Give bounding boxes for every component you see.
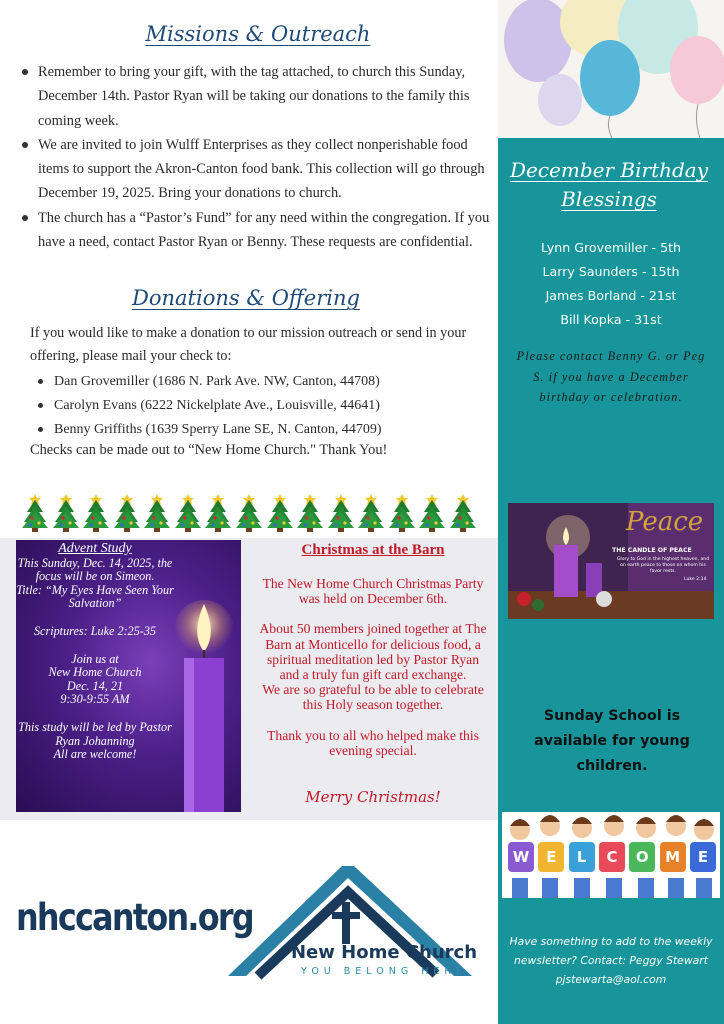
missions-list bbox=[16, 60, 492, 254]
missions-title: Missions & Outreach bbox=[145, 22, 371, 46]
welcome-letter: E bbox=[538, 842, 564, 872]
sunday-school-note: Sunday School is available for young children. bbox=[534, 708, 690, 774]
list-item: We are invited to join Wulff Enterprises as they collect nonperishable food items to support the Akron-Canton food bank. This collection will go through December 19, 2025. Bring your donations to church. bbox=[16, 133, 492, 206]
christmas-tree-icon bbox=[142, 490, 172, 532]
list-item: Benny Griffiths (1639 Sperry Lane SE, N. Canton, 44709) bbox=[34, 418, 474, 442]
christmas-tree-icon bbox=[265, 490, 295, 532]
christmas-tree-icon bbox=[417, 490, 447, 532]
welcome-letter: E bbox=[690, 842, 716, 872]
newsletter-contact: Have something to add to the weekly newsletter? Contact: Peggy Stewart pjstewarta@aol.com bbox=[509, 935, 713, 986]
christmas-tree-icon bbox=[448, 490, 478, 532]
christmas-tree-icon bbox=[295, 490, 325, 532]
barn-paragraph: The New Home Church Christmas Party was held on December 6th. bbox=[262, 576, 484, 607]
christmas-tree-icon bbox=[20, 490, 50, 532]
donations-intro: If you would like to make a donation to our mission outreach or send in your offering, please mail your check to: bbox=[30, 325, 467, 364]
list-item: James Borland - 21st bbox=[545, 288, 677, 303]
merry-christmas-signoff: Merry Christmas! bbox=[305, 788, 441, 806]
barn-title: Christmas at the Barn bbox=[301, 542, 445, 558]
advent-scriptures: Scriptures: Luke 2:25-35 bbox=[33, 623, 157, 638]
welcome-letter: O bbox=[629, 842, 655, 872]
logo-church-name: New Home Church bbox=[290, 942, 478, 963]
barn-paragraph: Thank you to all who helped make this evening special. bbox=[267, 727, 479, 758]
christmas-tree-icon bbox=[234, 490, 264, 532]
advent-leader: This study will be led by Pastor Ryan Johanning bbox=[18, 719, 172, 748]
christmas-tree-icon bbox=[387, 490, 417, 532]
birthday-list bbox=[500, 236, 722, 332]
welcome-letter: M bbox=[660, 842, 686, 872]
birthday-note: Please contact Benny G. or Peg S. if you have a December birthday or celebration. bbox=[516, 349, 706, 404]
list-item: Bill Kopka - 31st bbox=[560, 312, 662, 327]
barn-article bbox=[256, 576, 490, 773]
christmas-tree-icon bbox=[326, 490, 356, 532]
advent-join: Join us at bbox=[71, 651, 119, 666]
advent-time: 9:30-9:55 AM bbox=[60, 692, 130, 707]
christmas-tree-row bbox=[20, 490, 478, 532]
barn-paragraph: About 50 members joined together at The Barn at Monticello for delicious food, a spiritual meditation led by Pastor Ryan and a truly fun gift card exchange. bbox=[259, 621, 487, 683]
welcome-letter: W bbox=[508, 842, 534, 872]
list-item: Larry Saunders - 15th bbox=[542, 264, 680, 279]
donations-address-list bbox=[34, 370, 474, 442]
list-item: Carolyn Evans (6222 Nickelplate Ave., Louisville, 44641) bbox=[34, 394, 474, 418]
peace-candle-image bbox=[508, 503, 714, 619]
candle-icon bbox=[170, 590, 234, 812]
list-item: Lynn Grovemiller - 5th bbox=[540, 240, 682, 255]
barn-paragraph: We are so grateful to be able to celebrate this Holy season together. bbox=[262, 682, 484, 713]
website-url[interactable]: nhccanton.org bbox=[16, 896, 253, 939]
advent-study-title: Title: “My Eyes Have Seen Your Salvation” bbox=[16, 582, 174, 611]
advent-dates: Dec. 14, 21 bbox=[66, 678, 124, 693]
peace-card-title: Peace bbox=[626, 507, 704, 537]
donations-title: Donations & Offering bbox=[132, 286, 360, 310]
list-item: Dan Grovemiller (1686 N. Park Ave. NW, Canton, 44708) bbox=[34, 370, 474, 394]
advent-title: Advent Study bbox=[58, 541, 132, 556]
christmas-tree-icon bbox=[81, 490, 111, 532]
logo-tagline: YOU BELONG HERE bbox=[301, 966, 467, 977]
christmas-tree-icon bbox=[203, 490, 233, 532]
welcome-kids-image bbox=[502, 812, 720, 898]
welcome-sign bbox=[508, 842, 716, 876]
welcome-letter: C bbox=[599, 842, 625, 872]
balloons-image bbox=[498, 0, 724, 138]
birthday-title: December Birthday Blessings bbox=[509, 158, 709, 211]
peace-card-subtitle: THE CANDLE OF PEACE bbox=[612, 547, 692, 554]
advent-welcome: All are welcome! bbox=[53, 747, 137, 762]
advent-focus: This Sunday, Dec. 14, 2025, the focus will be on Simeon. bbox=[17, 555, 173, 584]
welcome-letter: L bbox=[569, 842, 595, 872]
christmas-tree-icon bbox=[112, 490, 142, 532]
church-house-logo bbox=[222, 858, 490, 982]
christmas-tree-icon bbox=[51, 490, 81, 532]
list-item: Remember to bring your gift, with the tag attached, to church this Sunday, December 14th. Pastor Ryan will be taking our donations to the family this coming week. bbox=[16, 60, 492, 133]
peace-card-ref: Luke 2:14 bbox=[684, 577, 707, 582]
list-item: The church has a “Pastor’s Fund” for any need within the congregation. If you have a need, contact Pastor Ryan or Benny. These requests are confidential. bbox=[16, 206, 492, 255]
advent-place: New Home Church bbox=[48, 665, 142, 680]
advent-study-text bbox=[16, 542, 174, 762]
peace-card-verse: Glory to God in the highest heaven, and on earth peace to those on whom his favor rests. bbox=[616, 557, 710, 574]
donations-closing: Checks can be made out to “New Home Church." Thank You! bbox=[30, 442, 388, 458]
christmas-tree-icon bbox=[173, 490, 203, 532]
christmas-tree-icon bbox=[356, 490, 386, 532]
